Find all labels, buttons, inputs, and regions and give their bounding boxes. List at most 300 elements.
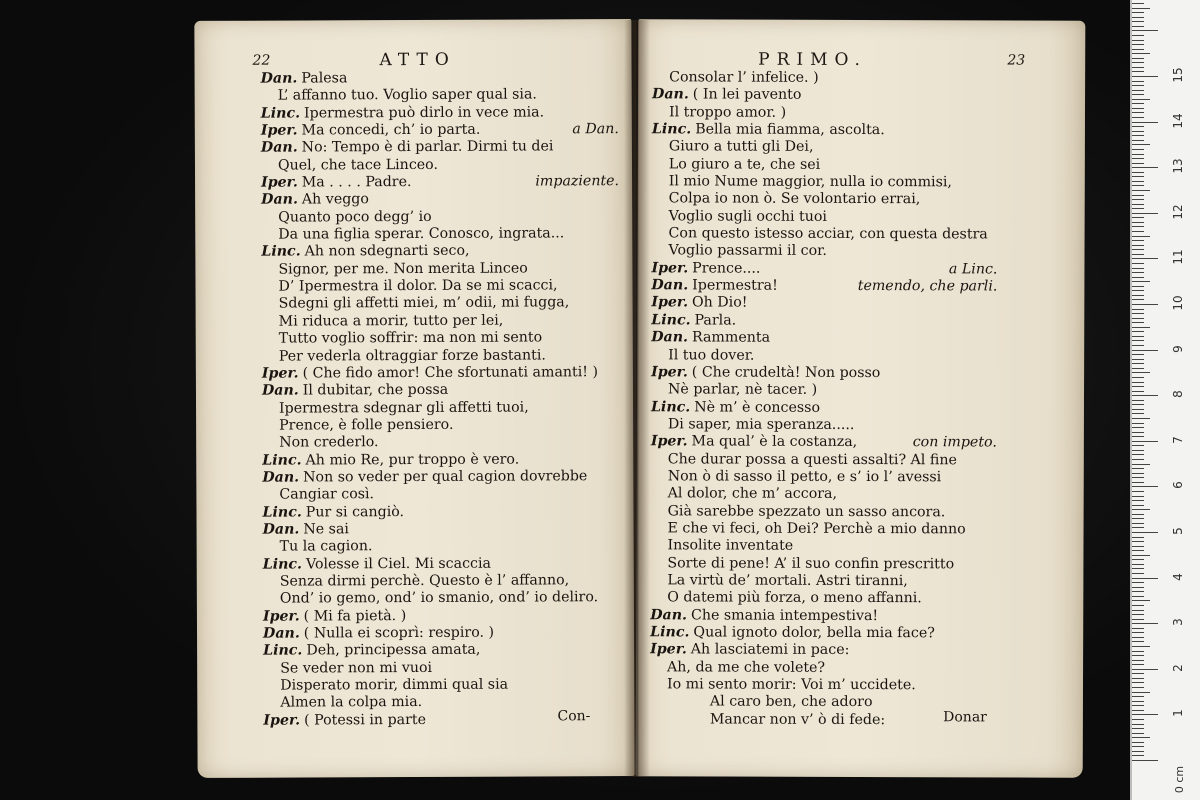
- ruler-number: 12: [1171, 204, 1185, 220]
- ruler-tick: [1132, 409, 1144, 410]
- text-line: [261, 86, 619, 105]
- verse-text: Ah mio Re, pur troppo è vero.: [305, 451, 520, 469]
- speaker-label: Iper.: [650, 433, 688, 450]
- ruler-tick: [1132, 582, 1144, 583]
- verse-text: Ne sai: [303, 521, 349, 538]
- ruler-tick: [1132, 623, 1158, 624]
- ruler-number: 7: [1171, 435, 1185, 444]
- text-line: [650, 642, 996, 661]
- text-line: [263, 607, 621, 626]
- ruler-tick: [1132, 158, 1144, 159]
- verse-text: Almen la colpa mia.: [280, 694, 423, 711]
- text-line: [651, 416, 997, 435]
- ruler-tick: [1132, 226, 1144, 227]
- verse-text: ( In lei pavento: [692, 86, 802, 104]
- ruler-tick: [1132, 304, 1158, 305]
- ruler-tick: [1132, 751, 1144, 752]
- text-line: [650, 659, 996, 678]
- text-line: [652, 87, 998, 106]
- book-gutter: [624, 20, 650, 777]
- ruler-tick: [1132, 400, 1144, 401]
- text-line: [261, 69, 619, 88]
- ruler-number: 9: [1171, 344, 1185, 353]
- verse-text: Ah non sdegnarti seco,: [304, 243, 470, 260]
- text-line: [263, 659, 621, 678]
- ruler-tick: [1132, 327, 1150, 328]
- ruler-number: 4: [1171, 572, 1185, 581]
- ruler-tick: [1132, 423, 1144, 424]
- text-line: [652, 225, 998, 244]
- ruler-tick: [1132, 746, 1144, 747]
- verse-text: Colpa io non ò. Se volontario errai,: [668, 190, 921, 208]
- speaker-label: Iper.: [263, 712, 301, 729]
- text-line: [263, 555, 621, 574]
- verse-text: Oh Dio!: [692, 294, 748, 312]
- text-line: [262, 485, 620, 504]
- ruler-tick: [1132, 578, 1158, 579]
- verse-text: O datemi più forza, o meno affanni.: [667, 589, 922, 607]
- verse-text: Pur si cangiò.: [305, 503, 405, 521]
- text-line: [652, 208, 998, 227]
- text-line: [651, 399, 997, 418]
- verse-text: Per vederla oltraggiar forze bastanti.: [278, 346, 546, 365]
- ruler-tick: [1132, 714, 1158, 715]
- ruler-tick: [1132, 185, 1144, 186]
- ruler-number: 8: [1171, 390, 1185, 399]
- verse-text: D’ Ipermestra il dolor. Da se mi scacci,: [278, 277, 558, 295]
- ruler-tick: [1132, 195, 1144, 196]
- text-line: [651, 486, 997, 505]
- ruler-tick: [1132, 53, 1150, 54]
- text-line: [650, 555, 996, 574]
- verse-text: Rammenta: [691, 329, 771, 346]
- speaker-label: Iper.: [262, 608, 300, 625]
- text-line: [263, 520, 621, 539]
- ruler-number: 2: [1171, 663, 1185, 672]
- speaker-label: Dan.: [651, 329, 689, 346]
- text-line: [261, 277, 619, 296]
- speaker-label: Iper.: [650, 641, 687, 658]
- ruler-tick: [1132, 331, 1144, 332]
- speaker-label: Dan.: [262, 469, 300, 486]
- ruler-tick: [1132, 395, 1158, 396]
- verse-text: Quanto poco degg’ io: [278, 208, 432, 226]
- speaker-label: Linc.: [650, 398, 691, 415]
- verse-text: Io mi sento morir: Voi m’ uccidete.: [666, 676, 916, 694]
- verse-text: Quel, che tace Linceo.: [277, 156, 438, 174]
- text-line: [263, 641, 621, 660]
- text-line: [651, 520, 997, 539]
- ruler-tick: [1132, 473, 1144, 474]
- ruler-number: 6: [1171, 481, 1185, 490]
- ruler-tick: [1132, 112, 1144, 113]
- ruler-tick: [1132, 682, 1144, 683]
- ruler-tick: [1132, 3, 1144, 4]
- verse-text: E che vi feci, oh Dei? Perchè a mio danno: [667, 520, 966, 538]
- right-page: [636, 19, 1086, 778]
- text-line: [262, 329, 620, 348]
- ruler-tick: [1132, 176, 1144, 177]
- ruler-number: 1: [1171, 709, 1185, 718]
- open-book: [196, 20, 1086, 777]
- ruler-tick: [1132, 527, 1144, 528]
- ruler-tick: [1132, 154, 1144, 155]
- ruler-tick: [1132, 491, 1144, 492]
- ruler-tick: [1132, 345, 1144, 346]
- verse-text: Se veder non mi vuoi: [280, 659, 433, 677]
- text-line: [262, 347, 620, 366]
- verse-text: Che durar possa a questi assalti? Al fine: [667, 450, 957, 468]
- ruler-tick: [1132, 245, 1144, 246]
- verse-text: Ipermestra può dirlo in vece mia.: [303, 104, 545, 122]
- ruler-tick: [1132, 117, 1144, 118]
- ruler-tick: [1132, 268, 1144, 269]
- ruler-tick: [1132, 258, 1158, 259]
- verse-text: Ma concedi, ch’ io parta.: [301, 121, 481, 139]
- text-line: [650, 590, 996, 609]
- text-line: [263, 572, 621, 591]
- ruler-tick: [1132, 413, 1144, 414]
- ruler-tick: [1132, 85, 1144, 86]
- verse-text: Da una figlia sperar. Conosco, ingrata...: [278, 225, 565, 243]
- verse-text: Deh, principessa amata,: [306, 642, 481, 659]
- ruler-tick: [1132, 359, 1144, 360]
- ruler-tick: [1132, 541, 1144, 542]
- ruler-tick: [1132, 500, 1144, 501]
- ruler-tick: [1132, 263, 1144, 264]
- ruler-tick: [1132, 610, 1144, 611]
- ruler-tick: [1132, 596, 1144, 597]
- catchword-right: Donar: [943, 709, 987, 726]
- verse-text: Non ò di sasso il petto, e s’ io l’ avessi: [667, 468, 942, 486]
- verse-text: Volesse il Ciel. Mi scaccia: [305, 555, 491, 573]
- verse-text: Voglio sugli occhi tuoi: [668, 208, 827, 225]
- text-line: [261, 208, 619, 227]
- text-line: [262, 416, 620, 435]
- verse-text: ( Che fido amor! Che sfortunati amanti! ): [302, 364, 599, 382]
- ruler-tick: [1132, 140, 1144, 141]
- speaker-label: Dan.: [650, 606, 688, 624]
- speaker-label: Dan.: [261, 191, 298, 209]
- ruler-tick: [1132, 637, 1144, 638]
- ruler-tick: [1132, 363, 1144, 364]
- ruler-tick: [1132, 167, 1158, 168]
- ruler-tick: [1132, 199, 1144, 200]
- verse-text: Già sarebbe spezzato un sasso ancora.: [667, 502, 946, 520]
- verse-text: Non crederlo.: [279, 434, 379, 451]
- page-number-left: 22: [252, 52, 271, 69]
- text-line: [652, 104, 998, 123]
- verse-text: Non so veder per qual cagion dovrebbe: [303, 468, 588, 486]
- ruler-tick: [1132, 40, 1144, 41]
- ruler-tick: [1132, 710, 1144, 711]
- verse-text: Che smania intempestiva!: [690, 607, 879, 624]
- text-line: [651, 433, 997, 452]
- verse-text: ( Potessi in parte: [304, 711, 427, 729]
- ruler-tick: [1132, 67, 1144, 68]
- verse-text: ( Che crudeltà! Non posso: [691, 364, 881, 381]
- ruler-tick: [1132, 477, 1144, 478]
- ruler-tick: [1132, 340, 1144, 341]
- text-line: [650, 538, 996, 557]
- ruler-tick: [1132, 144, 1150, 145]
- ruler-tick: [1132, 445, 1144, 446]
- ruler-tick: [1132, 755, 1144, 756]
- verse-text: Ma . . . . Padre.: [301, 174, 412, 191]
- text-line: [652, 69, 998, 88]
- speaker-label: Dan.: [262, 521, 300, 538]
- ruler-tick: [1132, 523, 1144, 524]
- ruler-tick: [1132, 254, 1144, 255]
- ruler-tick: [1132, 322, 1144, 323]
- left-page: [194, 19, 634, 778]
- ruler-tick: [1132, 655, 1144, 656]
- ruler-tick: [1132, 249, 1144, 250]
- ruler-tick: [1132, 309, 1144, 310]
- verse-text: Mancar non v’ ò di fede:: [709, 711, 886, 728]
- verse-text: Ipermestra!: [692, 277, 778, 294]
- ruler-tick: [1132, 669, 1158, 670]
- text-line: [261, 243, 619, 262]
- text-line: [651, 295, 997, 314]
- ruler-tick: [1132, 336, 1144, 337]
- ruler-number: 14: [1171, 112, 1185, 129]
- speaker-label: Iper.: [651, 260, 689, 277]
- ruler-tick: [1132, 190, 1150, 191]
- verse-text: Tutto voglio soffrir: ma non mi sento: [278, 329, 543, 347]
- ruler-tick: [1132, 377, 1144, 378]
- ruler-tick: [1132, 454, 1144, 455]
- text-line: [652, 121, 998, 140]
- verse-text: ( Nulla ei scoprì: respiro. ): [303, 624, 495, 642]
- ruler-tick: [1132, 701, 1144, 702]
- ruler-tick: [1132, 76, 1158, 77]
- text-line: [651, 451, 997, 470]
- text-line: [262, 468, 620, 487]
- ruler-tick: [1132, 678, 1144, 679]
- verse-text: Ah lasciatemi in pace:: [690, 641, 850, 659]
- text-line: [652, 139, 998, 158]
- verse-text: No: Tempo è di parlar. Dirmi tu dei: [301, 138, 554, 156]
- verse-text: L’ affanno tuo. Voglio saper qual sia.: [277, 86, 537, 104]
- ruler-tick: [1132, 559, 1144, 560]
- ruler-tick: [1132, 12, 1144, 13]
- verse-text: Con questo istesso acciar, con questa destra: [668, 225, 988, 243]
- verse-text: Lo giuro a te, che sei: [668, 156, 821, 173]
- ruler-number: 15: [1171, 67, 1185, 83]
- ruler-tick: [1132, 514, 1144, 515]
- text-line: [652, 191, 998, 210]
- text-line: [650, 676, 996, 695]
- ruler-tick: [1132, 372, 1150, 373]
- ruler-tick: [1132, 450, 1144, 451]
- ruler-tick: [1132, 505, 1144, 506]
- ruler-tick: [1132, 660, 1144, 661]
- ruler-tick: [1132, 295, 1144, 296]
- ruler-tick: [1132, 240, 1144, 241]
- ruler-tick: [1132, 208, 1144, 209]
- text-line: [263, 676, 621, 695]
- speaker-label: Linc.: [260, 105, 301, 122]
- text-line: [261, 225, 619, 244]
- text-line: [651, 364, 997, 383]
- text-line: [651, 503, 997, 522]
- verse-text: Il mio Nume maggior, nulla io commisi,: [668, 173, 952, 191]
- ruler-tick: [1132, 30, 1158, 31]
- text-line: [651, 347, 997, 366]
- ruler-tick: [1132, 277, 1144, 278]
- speaker-label: Linc.: [262, 556, 303, 573]
- verse-text: Parla.: [694, 312, 737, 329]
- measuring-ruler: [1130, 0, 1200, 800]
- ruler-tick: [1132, 418, 1150, 419]
- ruler-tick: [1132, 496, 1144, 497]
- ruler-tick: [1132, 518, 1144, 519]
- text-line: [650, 572, 996, 591]
- ruler-tick: [1132, 286, 1144, 287]
- ruler-tick: [1132, 108, 1144, 109]
- ruler-tick: [1132, 299, 1144, 300]
- ruler-tick: [1132, 272, 1144, 273]
- ruler-tick: [1132, 368, 1144, 369]
- ruler-tick: [1132, 222, 1144, 223]
- ruler-tick: [1132, 692, 1150, 693]
- ruler-tick: [1132, 90, 1144, 91]
- speaker-label: Dan.: [262, 625, 300, 642]
- ruler-tick: [1132, 546, 1144, 547]
- speaker-label: Dan.: [260, 70, 298, 87]
- ruler-tick: [1132, 231, 1144, 232]
- left-text-block: [261, 69, 622, 730]
- speaker-label: Linc.: [261, 243, 301, 261]
- ruler-tick: [1132, 760, 1158, 761]
- text-line: [652, 173, 998, 192]
- verse-text: Ah, da me che volete?: [667, 659, 826, 676]
- ruler-tick: [1132, 427, 1144, 428]
- speaker-label: Linc.: [262, 452, 302, 469]
- verse-text: Senza dirmi perchè. Questo è l’ affanno,: [279, 572, 570, 590]
- text-line: [652, 156, 998, 175]
- text-line: [261, 138, 619, 157]
- ruler-tick: [1132, 568, 1144, 569]
- verse-text: Tu la cagion.: [279, 538, 373, 555]
- verse-text: Il tuo dover.: [668, 346, 755, 364]
- verse-text: Signor, per me. Non merita Linceo: [278, 260, 528, 278]
- verse-text: Di saper, mia speranza.....: [667, 416, 855, 433]
- verse-text: Disperato morir, dimmi qual sia: [280, 676, 509, 694]
- ruler-tick: [1132, 605, 1144, 606]
- ruler-tick: [1132, 213, 1158, 214]
- speaker-label: Linc.: [651, 121, 692, 138]
- ruler-tick: [1132, 17, 1144, 18]
- speaker-label: Linc.: [262, 504, 302, 521]
- verse-text: Prence....: [692, 260, 761, 277]
- ruler-number: 10: [1171, 295, 1185, 311]
- ruler-tick: [1132, 94, 1144, 95]
- verse-text: Ah veggo: [301, 191, 369, 208]
- ruler-tick: [1132, 641, 1144, 642]
- text-line: [262, 433, 620, 452]
- text-line: [261, 156, 619, 175]
- ruler-tick: [1132, 537, 1144, 538]
- verse-text: Mi riduca a morir, tutto per lei,: [278, 312, 504, 330]
- ruler-tick: [1132, 742, 1144, 743]
- ruler-tick: [1132, 432, 1144, 433]
- ruler-tick: [1132, 217, 1144, 218]
- ruler-tick: [1132, 126, 1144, 127]
- ruler-tick: [1132, 696, 1144, 697]
- verse-text: Nè m’ è concesso: [694, 398, 821, 416]
- speaker-label: Iper.: [261, 174, 298, 191]
- verse-text: Giuro a tutti gli Dei,: [668, 138, 814, 156]
- text-line: [262, 503, 620, 522]
- ruler-tick: [1132, 131, 1144, 132]
- ruler-unit-label: 0 cm: [1173, 765, 1187, 794]
- text-line: [651, 312, 997, 331]
- running-head-right: PRIMO.: [758, 49, 867, 71]
- text-line: [651, 329, 997, 348]
- speaker-label: Linc.: [651, 312, 691, 329]
- ruler-tick: [1132, 382, 1144, 383]
- speaker-label: Dan.: [261, 382, 299, 399]
- ruler-tick: [1132, 464, 1150, 465]
- ruler-tick: [1132, 724, 1144, 725]
- verse-text: Il troppo amor. ): [668, 104, 787, 121]
- ruler-number: 11: [1171, 249, 1185, 266]
- speaker-label: Dan.: [260, 139, 298, 157]
- ruler-tick: [1132, 673, 1144, 674]
- verse-text: Palesa: [301, 70, 348, 87]
- text-line: [651, 277, 997, 296]
- stage-direction: a Dan.: [572, 121, 619, 138]
- speaker-label: Linc.: [263, 642, 303, 660]
- speaker-label: Iper.: [260, 122, 298, 139]
- ruler-tick: [1132, 172, 1144, 173]
- stage-direction: impaziente.: [535, 173, 620, 190]
- ruler-tick: [1132, 163, 1144, 164]
- speaker-label: Linc.: [650, 624, 690, 641]
- ruler-tick: [1132, 737, 1150, 738]
- text-line: [262, 364, 620, 383]
- ruler-tick: [1132, 646, 1150, 647]
- ruler-tick: [1132, 719, 1144, 720]
- ruler-tick: [1132, 564, 1144, 565]
- text-line: [651, 468, 997, 487]
- page-number-right: 23: [1007, 52, 1026, 69]
- text-line: [651, 381, 997, 400]
- text-line: [262, 451, 620, 470]
- stage-direction: con impeto.: [912, 434, 997, 451]
- ruler-tick: [1132, 573, 1144, 574]
- ruler-tick: [1132, 459, 1144, 460]
- verse-text: Ipermestra sdegnar gli affetti tuoi,: [279, 399, 529, 417]
- ruler-tick: [1132, 21, 1144, 22]
- ruler-tick: [1132, 628, 1144, 629]
- ruler-tick: [1132, 386, 1144, 387]
- speaker-label: Iper.: [261, 365, 299, 382]
- ruler-tick: [1132, 122, 1158, 123]
- ruler-number: 3: [1171, 618, 1185, 627]
- verse-text: Insolite inventate: [667, 537, 794, 555]
- ruler-tick: [1132, 705, 1144, 706]
- ruler-tick: [1132, 550, 1144, 551]
- ruler-tick: [1132, 99, 1150, 100]
- verse-text: Al caro ben, che adoro: [709, 693, 873, 711]
- ruler-tick: [1132, 35, 1144, 36]
- right-text-block: [650, 69, 998, 729]
- ruler-number: 5: [1171, 527, 1185, 535]
- ruler-tick: [1132, 81, 1144, 82]
